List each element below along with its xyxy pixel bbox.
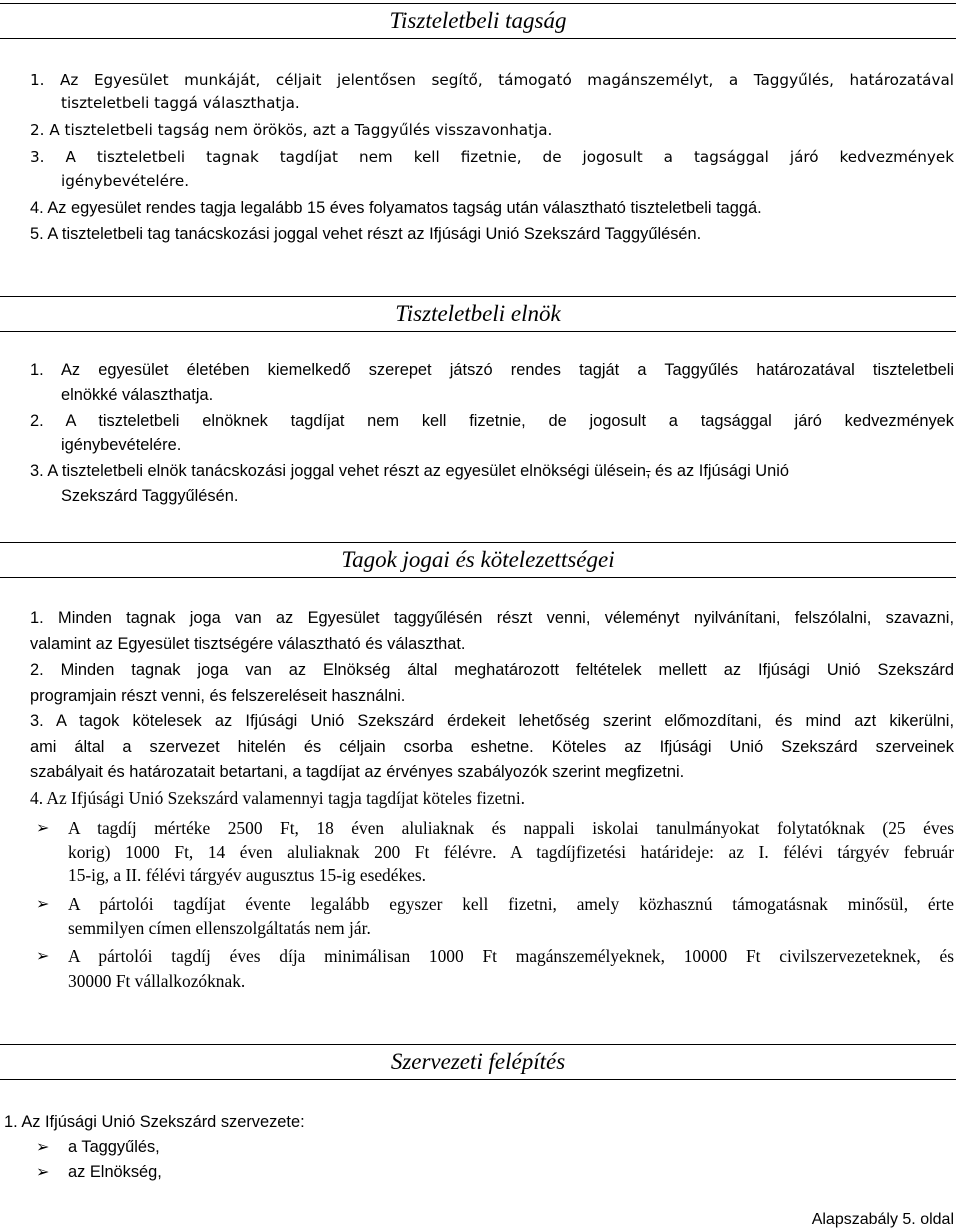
paragraph-line (30, 461, 954, 481)
arrow-bullet-icon: ➢ (36, 1162, 50, 1181)
paragraph-line: 1. Az egyesület életében kiemelkedő szerepet játszó rendes tagját a Taggyűlés határozatával tiszteletbeli (30, 361, 954, 379)
bullet-line: semmilyen címen ellenszolgáltatás nem jár. (68, 918, 371, 938)
struck-text: , (645, 462, 651, 480)
bullet-line: 15-ig, a II. félévi tárgyév augusztus 15-ig esedékes. (68, 865, 427, 885)
paragraph-line: 2. Minden tagnak joga van az Elnökség által meghatározott feltételek mellett az Ifjúsági Unió Szekszárd (30, 661, 954, 679)
paragraph-line: 1. Minden tagnak joga van az Egyesület taggyűlésén részt venni, véleményt nyilvánítani, felszólalni, szavazni, (30, 609, 954, 627)
paragraph-line: 3. A tiszteletbeli tagnak tagdíjat nem kell fizetnie, de jogosult a tagsággal járó kedvezmények (30, 148, 954, 166)
bullet-line: az Elnökség, (68, 1163, 162, 1181)
arrow-bullet-icon: ➢ (36, 1137, 50, 1156)
bullet-line: a Taggyűlés, (68, 1138, 160, 1156)
paragraph-line: szabályait és határozatait betartani, a tagdíjat az érvényes szabályozók szerint megfizetni. (30, 763, 685, 781)
paragraph-line: 1. Az Egyesület munkáját, céljait jelentősen segítő, támogató magánszemélyt, a Taggyűlés, határozatával (30, 71, 954, 89)
paragraph-line: elnökké választhatja. (61, 386, 214, 404)
paragraph-line: 4. Az egyesület rendes tagja legalább 15 éves folyamatos tagság után választható tiszteletbeli taggá. (30, 199, 762, 217)
paragraph-line: tiszteletbeli taggá választhatja. (61, 94, 300, 112)
bullet-line: A pártolói tagdíjat évente legalább egyszer kell fizetni, amely közhasznú támogatásnak minősül, érte (68, 894, 954, 914)
paragraph-line: 5. A tiszteletbeli tag tanácskozási joggal vehet részt az Ifjúsági Unió Szekszárd Taggyűlésén. (30, 225, 702, 243)
paragraph-line: igénybevételére. (61, 172, 190, 190)
text-segment: és az Ifjúsági Unió (650, 462, 789, 480)
paragraph-text (30, 461, 789, 481)
paragraph-line: Szekszárd Taggyűlésén. (61, 487, 239, 505)
paragraph-line: ami által a szervezet hitelén és céljain csorba eshetne. Köteles az Ifjúsági Unió Szekszárd szerveinek (30, 738, 954, 756)
paragraph-line: programjain részt venni, és felszereléseit használni. (30, 687, 406, 705)
paragraph-line: igénybevételére. (61, 436, 182, 454)
arrow-bullet-icon: ➢ (36, 894, 50, 913)
arrow-bullet-icon: ➢ (36, 818, 50, 837)
bullet-line: A pártolói tagdíj éves díja minimálisan 1000 Ft magánszemélyeknek, 10000 Ft civilszervezeteknek, és (68, 946, 954, 966)
bullet-line: korig) 1000 Ft, 14 éven aluliaknak 200 Ft félévre. A tagdíjfizetési határideje: az I. félévi tárgyév február (68, 842, 954, 862)
bullet-line: 30000 Ft vállalkozóknak. (68, 971, 246, 991)
paragraph-line: 2. A tiszteletbeli elnöknek tagdíjat nem kell fizetnie, de jogosult a tagsággal járó kedvezmények (30, 412, 954, 430)
page-footer: Alapszabály 5. oldal (811, 1211, 954, 1228)
section-title-honorary-president: Tiszteletbeli elnök (0, 296, 956, 332)
paragraph-line: 2. A tiszteletbeli tagság nem örökös, azt a Taggyűlés visszavonhatja. (30, 121, 553, 139)
paragraph-line: 3. A tagok kötelesek az Ifjúsági Unió Szekszárd érdekeit lehetőség szerint előmozdítani, és mind azt kikerülni, (30, 712, 954, 730)
paragraph-line: 1. Az Ifjúsági Unió Szekszárd szervezete: (4, 1113, 305, 1131)
section-title-organization: Szervezeti felépítés (0, 1044, 956, 1080)
paragraph-line: 4. Az Ifjúsági Unió Szekszárd valamennyi tagja tagdíjat köteles fizetni. (30, 788, 525, 808)
section-title-honorary-membership: Tiszteletbeli tagság (0, 3, 956, 39)
paragraph-line: valamint az Egyesület tisztségére választható és választhat. (30, 635, 466, 653)
bullet-line: A tagdíj mértéke 2500 Ft, 18 éven aluliaknak és nappali iskolai tanulmányokat folytatóknak (25 éves (68, 818, 954, 838)
section-title-member-rights: Tagok jogai és kötelezettségei (0, 542, 956, 578)
arrow-bullet-icon: ➢ (36, 946, 50, 965)
text-segment: 3. A tiszteletbeli elnök tanácskozási joggal vehet részt az egyesület elnökségi ülésein (30, 462, 646, 480)
